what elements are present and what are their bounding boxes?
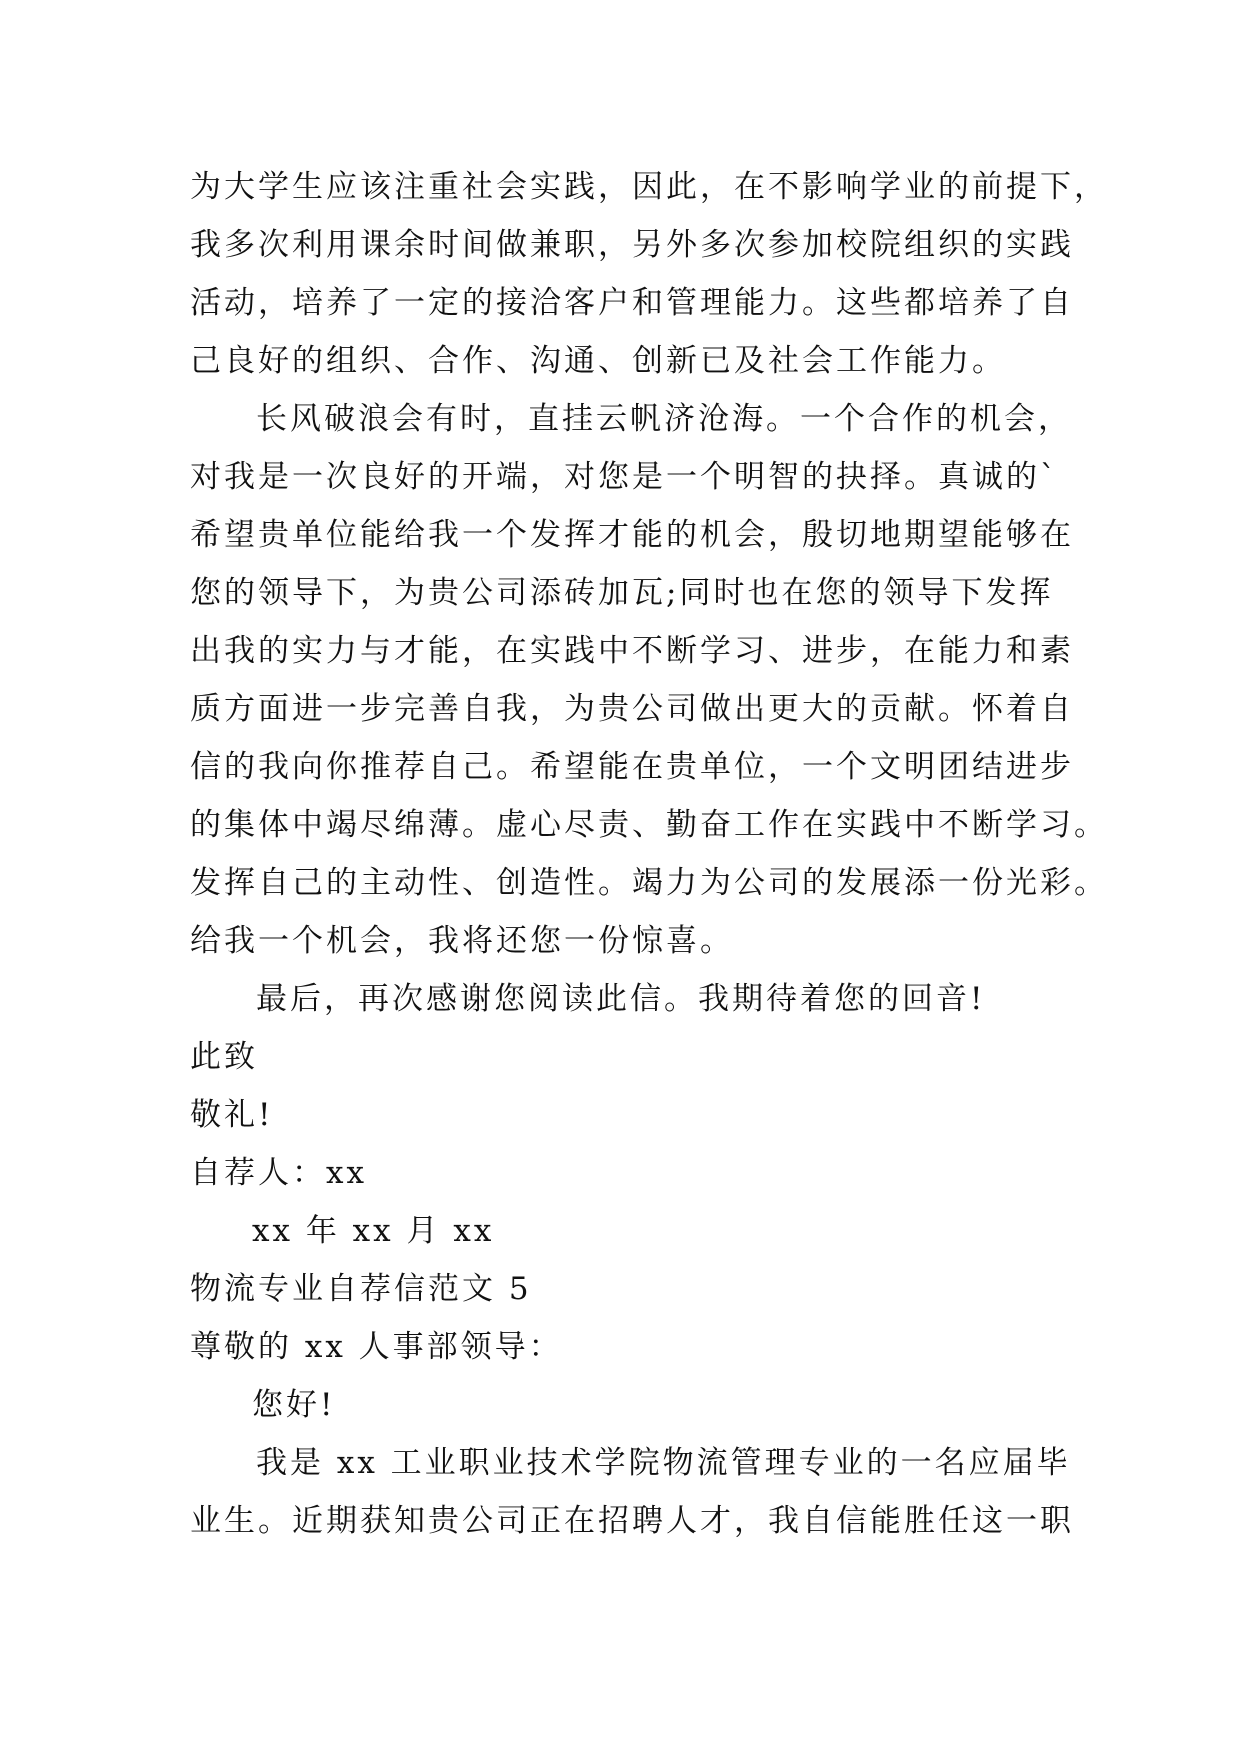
- closing-thanks-line: 最后，再次感谢您阅读此信。我期待着您的回音!: [256, 981, 986, 1017]
- paragraph-start-line: 长风破浪会有时，直挂云帆济沧海。一个合作的机会，: [256, 401, 1072, 437]
- greeting-line: 您好!: [252, 1387, 336, 1423]
- text-line: 希望贵单位能给我一个发挥才能的机会，殷切地期望能够在: [190, 517, 1074, 553]
- text-line: 己良好的组织、合作、沟通、创新已及社会工作能力。: [190, 343, 1006, 379]
- text-line: 业生。近期获知贵公司正在招聘人才，我自信能胜任这一职: [190, 1503, 1074, 1539]
- text-line: 为大学生应该注重社会实践，因此，在不影响学业的前提下，: [190, 169, 1108, 205]
- text-line: 对我是一次良好的开端，对您是一个明智的抉择。真诚的`: [190, 459, 1059, 495]
- text-line: 您的领导下，为贵公司添砖加瓦;同时也在您的领导下发挥: [190, 575, 1054, 611]
- text-line: 发挥自己的主动性、创造性。竭力为公司的发展添一份光彩。: [190, 865, 1108, 901]
- paragraph-start-line: 我是 xx 工业职业技术学院物流管理专业的一名应届毕: [256, 1445, 1071, 1481]
- text-line: 出我的实力与才能，在实践中不断学习、进步，在能力和素: [190, 633, 1074, 669]
- salutation-cizhi: 此致: [190, 1039, 258, 1075]
- text-line: 质方面进一步完善自我，为贵公司做出更大的贡献。怀着自: [190, 691, 1074, 727]
- text-line: 的集体中竭尽绵薄。虚心尽责、勤奋工作在实践中不断学习。: [190, 807, 1108, 843]
- recipient-line: 尊敬的 xx 人事部领导：: [190, 1329, 563, 1365]
- date-line: xx 年 xx 月 xx: [252, 1213, 495, 1249]
- text-line: 信的我向你推荐自己。希望能在贵单位，一个文明团结进步: [190, 749, 1074, 785]
- text-line: 我多次利用课余时间做兼职，另外多次参加校院组织的实践: [190, 227, 1074, 263]
- text-line: 活动，培养了一定的接洽客户和管理能力。这些都培养了自: [190, 285, 1074, 321]
- text-line: 给我一个机会，我将还您一份惊喜。: [190, 923, 734, 959]
- signature-line: 自荐人：xx: [190, 1155, 367, 1191]
- letter-body: [190, 158, 1108, 1550]
- salutation-jingli: 敬礼!: [190, 1097, 274, 1133]
- section-title: 物流专业自荐信范文 5: [190, 1271, 532, 1307]
